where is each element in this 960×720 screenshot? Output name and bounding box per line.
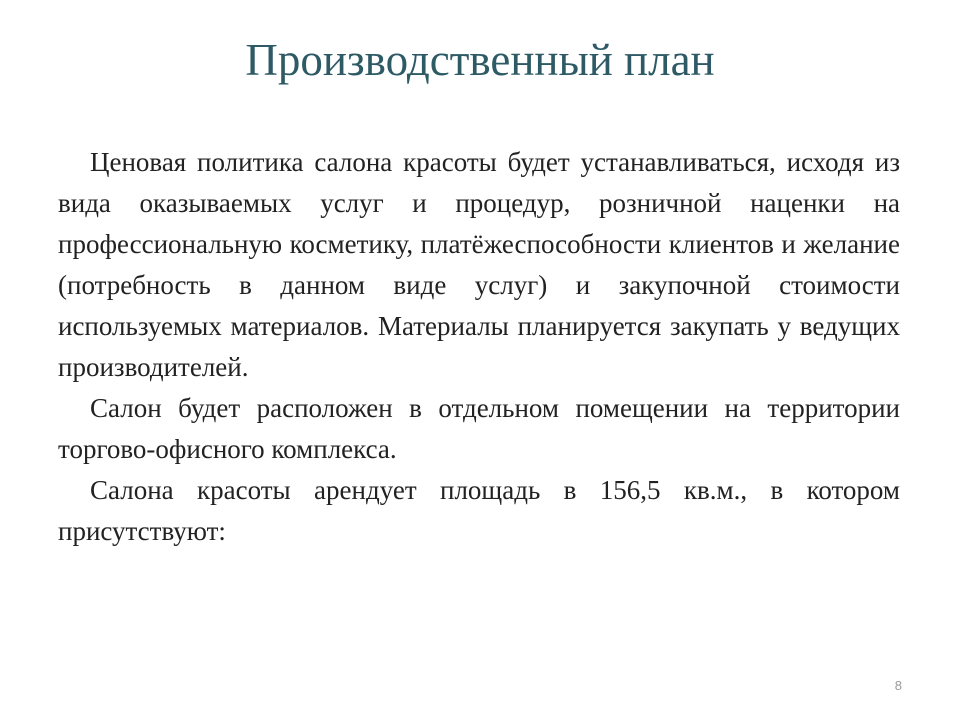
slide-body [58,142,900,552]
paragraph-area: Салона красоты арендует площадь в 156,5 кв.м., в котором присутствуют: [58,475,900,546]
page-number: 8 [894,678,902,693]
slide-title: Производственный план [245,35,715,85]
paragraph-location: Салон будет расположен в отдельном помещении на территории торгово-офисного комплекса. [58,393,900,464]
paragraph-pricing-policy: Ценовая политика салона красоты будет устанавливаться, исходя из вида оказываемых услуг и процедур, розничной наценки на профессиональную косметику, платёжеспособности клиентов и желание (потребность в данном виде услуг) и закупочной стоимости используемых материалов. Материалы планируется закупать у ведущих производителей. [58,147,900,382]
